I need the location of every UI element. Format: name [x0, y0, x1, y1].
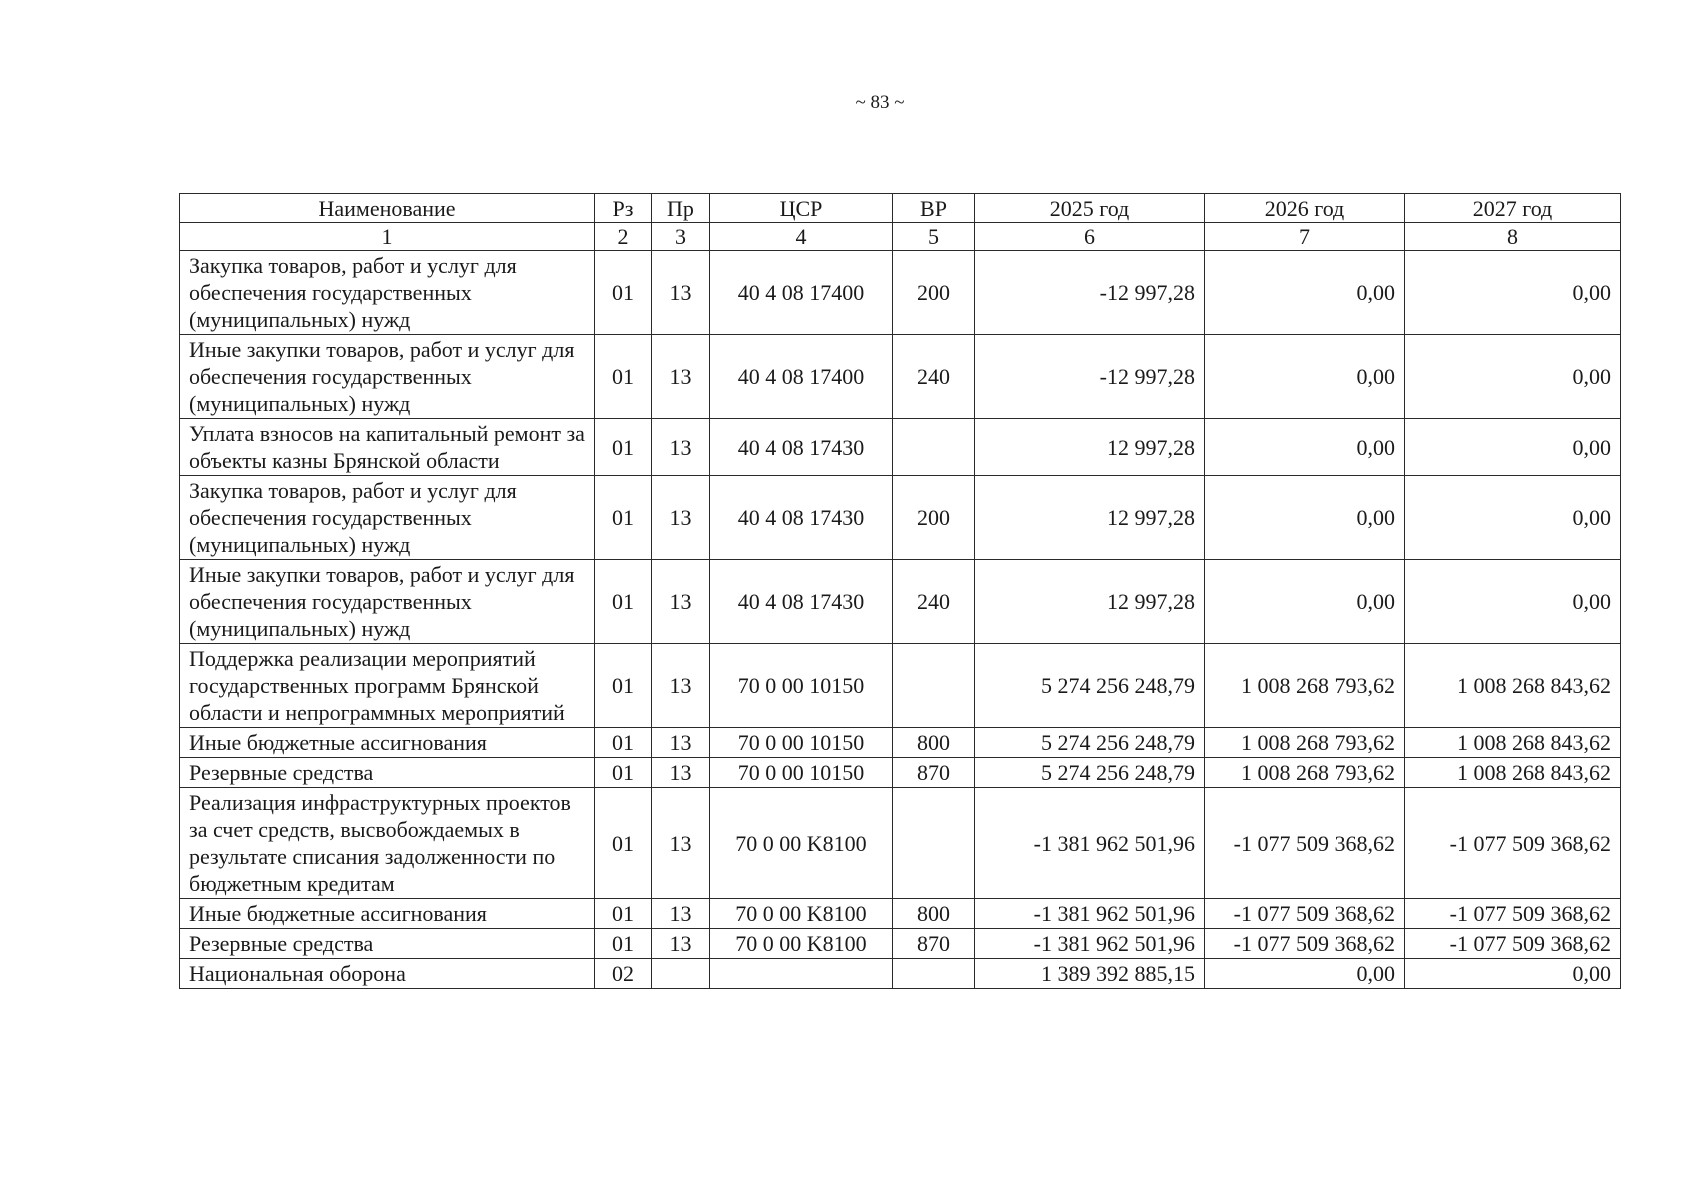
cell-vr: 200 [893, 476, 975, 560]
cell-2026: -1 077 509 368,62 [1205, 899, 1405, 929]
cell-rz: 01 [595, 419, 652, 476]
cell-pr: 13 [652, 335, 710, 419]
table-row [180, 419, 1621, 476]
cell-csr: 70 0 00 10150 [710, 644, 893, 728]
cell-rz: 01 [595, 251, 652, 335]
cell-2027: 1 008 268 843,62 [1405, 758, 1621, 788]
cell-csr: 70 0 00 K8100 [710, 929, 893, 959]
table-row [180, 959, 1621, 989]
column-number: 3 [652, 223, 710, 251]
cell-2027: -1 077 509 368,62 [1405, 788, 1621, 899]
cell-name: Резервные средства [180, 929, 595, 959]
column-number: 8 [1405, 223, 1621, 251]
table-row [180, 728, 1621, 758]
cell-2025: -1 381 962 501,96 [975, 899, 1205, 929]
cell-vr: 240 [893, 335, 975, 419]
cell-name: Иные бюджетные ассигнования [180, 728, 595, 758]
cell-2026: -1 077 509 368,62 [1205, 788, 1405, 899]
cell-pr: 13 [652, 476, 710, 560]
table-row [180, 899, 1621, 929]
cell-2026: -1 077 509 368,62 [1205, 929, 1405, 959]
cell-rz: 01 [595, 758, 652, 788]
cell-vr [893, 788, 975, 899]
cell-name: Национальная оборона [180, 959, 595, 989]
cell-2026: 1 008 268 793,62 [1205, 644, 1405, 728]
cell-2025: -1 381 962 501,96 [975, 788, 1205, 899]
cell-csr: 70 0 00 10150 [710, 758, 893, 788]
cell-2026: 0,00 [1205, 959, 1405, 989]
cell-vr [893, 644, 975, 728]
header-row [180, 194, 1621, 223]
cell-pr: 13 [652, 251, 710, 335]
cell-2026: 1 008 268 793,62 [1205, 758, 1405, 788]
table-row [180, 560, 1621, 644]
cell-rz: 01 [595, 644, 652, 728]
column-number: 1 [180, 223, 595, 251]
cell-pr [652, 959, 710, 989]
cell-2025: 12 997,28 [975, 560, 1205, 644]
page-number: ~ 83 ~ [855, 92, 905, 113]
header-name: Наименование [180, 194, 595, 223]
cell-2025: 12 997,28 [975, 476, 1205, 560]
column-number: 2 [595, 223, 652, 251]
cell-pr: 13 [652, 728, 710, 758]
cell-2025: 5 274 256 248,79 [975, 758, 1205, 788]
cell-2026: 0,00 [1205, 476, 1405, 560]
cell-2025: 12 997,28 [975, 419, 1205, 476]
column-number-row [180, 223, 1621, 251]
cell-name: Иные закупки товаров, работ и услуг для обеспечения государственных (муниципальных) нужд [180, 335, 595, 419]
cell-rz: 01 [595, 899, 652, 929]
cell-rz: 01 [595, 929, 652, 959]
cell-2027: 0,00 [1405, 560, 1621, 644]
cell-2027: 0,00 [1405, 476, 1621, 560]
column-number: 5 [893, 223, 975, 251]
cell-pr: 13 [652, 758, 710, 788]
cell-2027: -1 077 509 368,62 [1405, 899, 1621, 929]
cell-csr: 40 4 08 17430 [710, 419, 893, 476]
table-row [180, 644, 1621, 728]
cell-name: Иные закупки товаров, работ и услуг для обеспечения государственных (муниципальных) нужд [180, 560, 595, 644]
header-2027: 2027 год [1405, 194, 1621, 223]
cell-name: Реализация инфраструктурных проектов за счет средств, высвобождаемых в результате списания задолженности по бюджетным кредитам [180, 788, 595, 899]
cell-2027: 0,00 [1405, 335, 1621, 419]
cell-pr: 13 [652, 560, 710, 644]
cell-pr: 13 [652, 644, 710, 728]
cell-2027: 0,00 [1405, 959, 1621, 989]
cell-2025: -12 997,28 [975, 335, 1205, 419]
cell-2026: 0,00 [1205, 419, 1405, 476]
cell-2027: 0,00 [1405, 251, 1621, 335]
cell-rz: 01 [595, 788, 652, 899]
cell-vr: 240 [893, 560, 975, 644]
cell-vr: 870 [893, 929, 975, 959]
cell-name: Закупка товаров, работ и услуг для обеспечения государственных (муниципальных) нужд [180, 251, 595, 335]
cell-csr: 70 0 00 10150 [710, 728, 893, 758]
header-vr: ВР [893, 194, 975, 223]
cell-rz: 01 [595, 560, 652, 644]
cell-2026: 0,00 [1205, 335, 1405, 419]
cell-2025: 5 274 256 248,79 [975, 728, 1205, 758]
cell-name: Иные бюджетные ассигнования [180, 899, 595, 929]
header-2025: 2025 год [975, 194, 1205, 223]
cell-2025: -12 997,28 [975, 251, 1205, 335]
header-2026: 2026 год [1205, 194, 1405, 223]
cell-pr: 13 [652, 419, 710, 476]
cell-pr: 13 [652, 929, 710, 959]
cell-name: Уплата взносов на капитальный ремонт за объекты казны Брянской области [180, 419, 595, 476]
cell-2026: 0,00 [1205, 251, 1405, 335]
cell-vr [893, 419, 975, 476]
cell-csr [710, 959, 893, 989]
cell-2027: 1 008 268 843,62 [1405, 728, 1621, 758]
cell-2025: 5 274 256 248,79 [975, 644, 1205, 728]
cell-csr: 40 4 08 17430 [710, 476, 893, 560]
cell-vr: 800 [893, 899, 975, 929]
cell-rz: 01 [595, 728, 652, 758]
cell-name: Закупка товаров, работ и услуг для обеспечения государственных (муниципальных) нужд [180, 476, 595, 560]
cell-name: Поддержка реализации мероприятий государственных программ Брянской области и непрограммных мероприятий [180, 644, 595, 728]
cell-2026: 1 008 268 793,62 [1205, 728, 1405, 758]
table-row [180, 929, 1621, 959]
cell-csr: 70 0 00 K8100 [710, 899, 893, 929]
table-row [180, 758, 1621, 788]
cell-csr: 40 4 08 17400 [710, 335, 893, 419]
cell-2027: 1 008 268 843,62 [1405, 644, 1621, 728]
cell-csr: 40 4 08 17430 [710, 560, 893, 644]
column-number: 4 [710, 223, 893, 251]
cell-rz: 02 [595, 959, 652, 989]
cell-2025: -1 381 962 501,96 [975, 929, 1205, 959]
cell-vr: 800 [893, 728, 975, 758]
cell-vr: 200 [893, 251, 975, 335]
cell-2027: -1 077 509 368,62 [1405, 929, 1621, 959]
table-row [180, 251, 1621, 335]
cell-csr: 70 0 00 K8100 [710, 788, 893, 899]
cell-pr: 13 [652, 899, 710, 929]
header-pr: Пр [652, 194, 710, 223]
column-number: 7 [1205, 223, 1405, 251]
cell-csr: 40 4 08 17400 [710, 251, 893, 335]
table-row [180, 476, 1621, 560]
table-row [180, 788, 1621, 899]
budget-table [179, 193, 1621, 989]
column-number: 6 [975, 223, 1205, 251]
cell-name: Резервные средства [180, 758, 595, 788]
cell-pr: 13 [652, 788, 710, 899]
header-rz: Рз [595, 194, 652, 223]
cell-vr [893, 959, 975, 989]
cell-2025: 1 389 392 885,15 [975, 959, 1205, 989]
cell-rz: 01 [595, 476, 652, 560]
cell-2027: 0,00 [1405, 419, 1621, 476]
cell-vr: 870 [893, 758, 975, 788]
cell-rz: 01 [595, 335, 652, 419]
header-csr: ЦСР [710, 194, 893, 223]
table-row [180, 335, 1621, 419]
cell-2026: 0,00 [1205, 560, 1405, 644]
